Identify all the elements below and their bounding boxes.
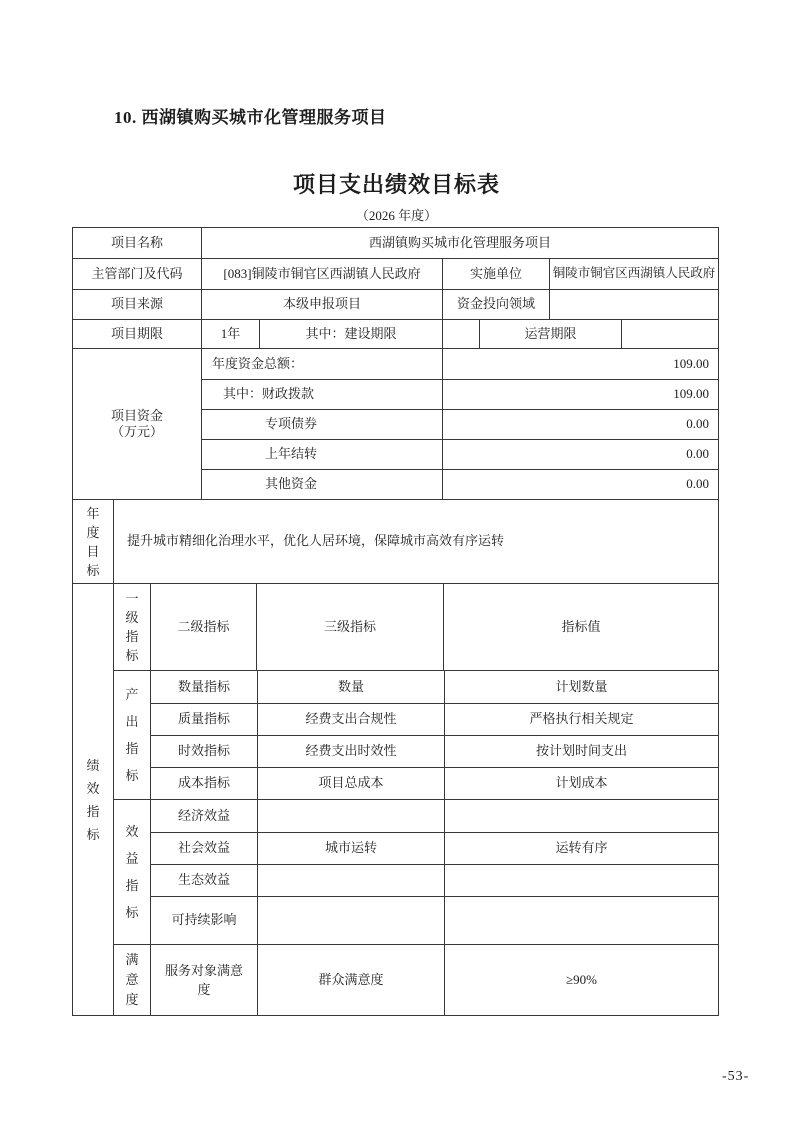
funds-other-value: 0.00 bbox=[442, 470, 718, 499]
page-title: 项目支出绩效目标表 bbox=[292, 172, 500, 197]
funds-rows bbox=[201, 349, 718, 499]
table-row bbox=[73, 319, 718, 348]
construction-period-label: 其中：建设期限 bbox=[259, 320, 442, 348]
impl-unit-label: 实施单位 bbox=[442, 259, 549, 289]
dept-label: 主管部门及代码 bbox=[91, 265, 183, 281]
benefit-group-label: 效益指标 bbox=[125, 824, 139, 920]
indicator-row bbox=[151, 864, 718, 896]
funds-row bbox=[202, 349, 718, 379]
indicator-l2: 社会效益 bbox=[177, 840, 230, 856]
value-header: 指标值 bbox=[443, 584, 718, 670]
table-row bbox=[73, 289, 718, 319]
performance-body bbox=[113, 584, 718, 1015]
indicator-row bbox=[151, 703, 718, 735]
indicator-l3: 经费支出合规性 bbox=[257, 704, 444, 735]
project-name-label: 项目名称 bbox=[110, 234, 163, 250]
annual-goal-section bbox=[73, 499, 718, 583]
page-subtitle: （2026 年度） bbox=[355, 208, 438, 223]
funds-row bbox=[202, 439, 718, 469]
funds-other-label: 其他资金 bbox=[265, 476, 318, 492]
funds-fiscal-value: 109.00 bbox=[442, 380, 718, 409]
performance-target-table bbox=[72, 227, 719, 1016]
indicator-value: 严格执行相关规定 bbox=[444, 704, 718, 735]
funds-bond-value: 0.00 bbox=[442, 410, 718, 439]
funds-row bbox=[202, 409, 718, 439]
level2-header: 二级指标 bbox=[150, 584, 256, 670]
indicator-l3 bbox=[257, 897, 444, 944]
indicator-l2: 成本指标 bbox=[177, 775, 230, 791]
funds-carryover-label: 上年结转 bbox=[265, 446, 318, 462]
funds-carryover-value: 0.00 bbox=[442, 440, 718, 469]
indicator-l2: 生态效益 bbox=[177, 872, 230, 888]
indicator-row bbox=[151, 832, 718, 864]
indicator-l3: 项目总成本 bbox=[257, 768, 444, 799]
funds-fiscal-label: 其中：财政拨款 bbox=[223, 386, 315, 402]
indicator-l3: 群众满意度 bbox=[257, 945, 444, 1015]
construction-period-value bbox=[442, 320, 479, 348]
section-heading: 10. 西湖镇购买城市化管理服务项目 bbox=[114, 108, 387, 127]
funds-label-line1: 项目资金 bbox=[110, 407, 163, 423]
indicator-value: 计划成本 bbox=[444, 768, 718, 799]
output-group-rows bbox=[150, 671, 718, 799]
period-label: 项目期限 bbox=[110, 325, 163, 341]
indicator-l2: 可持续影响 bbox=[171, 912, 237, 928]
fund-field-value bbox=[549, 290, 718, 319]
table-row bbox=[73, 228, 718, 258]
annual-goal-label: 年度目标 bbox=[86, 505, 100, 578]
funds-row bbox=[202, 379, 718, 409]
funds-total-value: 109.00 bbox=[442, 349, 718, 379]
funds-label bbox=[73, 349, 201, 499]
indicator-l3 bbox=[257, 800, 444, 832]
page-number: -53- bbox=[722, 1069, 750, 1084]
satisfaction-group-rows bbox=[150, 945, 718, 1015]
project-name-value: 西湖镇购买城市化管理服务项目 bbox=[201, 228, 718, 258]
indicator-row bbox=[151, 945, 718, 1015]
output-group-label: 产出指标 bbox=[125, 687, 139, 783]
indicator-value bbox=[444, 897, 718, 944]
table-row bbox=[73, 258, 718, 289]
funds-label-line2: （万元） bbox=[110, 424, 163, 439]
indicator-l3: 经费支出时效性 bbox=[257, 736, 444, 767]
indicator-value: ≥90% bbox=[444, 945, 718, 1015]
benefit-group-rows bbox=[150, 800, 718, 944]
period-value: 1年 bbox=[201, 320, 259, 348]
indicator-value: 计划数量 bbox=[444, 671, 718, 703]
indicator-l2: 服务对象满意度 bbox=[164, 962, 243, 997]
indicator-row bbox=[151, 767, 718, 799]
fund-field-label: 资金投向领域 bbox=[442, 290, 549, 319]
funds-total-label: 年度资金总额： bbox=[212, 355, 304, 371]
level1-header: 一级指标 bbox=[125, 591, 139, 663]
dept-value: [083]铜陵市铜官区西湖镇人民政府 bbox=[201, 259, 442, 289]
satisfaction-group bbox=[114, 944, 718, 1015]
annual-goal-text: 提升城市精细化治理水平，优化人居环境，保障城市高效有序运转 bbox=[113, 500, 718, 583]
indicator-row bbox=[151, 896, 718, 944]
level3-header: 三级指标 bbox=[256, 584, 443, 670]
performance-label: 绩效指标 bbox=[86, 757, 100, 842]
benefit-indicator-group bbox=[114, 799, 718, 944]
indicator-l2: 质量指标 bbox=[177, 711, 230, 727]
indicator-l3 bbox=[257, 865, 444, 896]
indicator-l2: 时效指标 bbox=[177, 743, 230, 759]
funds-row bbox=[202, 469, 718, 499]
indicator-row bbox=[151, 671, 718, 703]
indicator-value bbox=[444, 865, 718, 896]
indicator-row bbox=[151, 800, 718, 832]
impl-unit-value: 铜陵市铜官区西湖镇人民政府 bbox=[549, 259, 718, 289]
operation-period-value bbox=[621, 320, 718, 348]
indicator-l2: 数量指标 bbox=[177, 678, 230, 694]
source-value: 本级申报项目 bbox=[201, 290, 442, 319]
indicator-l3: 城市运转 bbox=[257, 833, 444, 864]
operation-period-label: 运营期限 bbox=[479, 320, 621, 348]
performance-section bbox=[73, 583, 718, 1015]
indicator-value bbox=[444, 800, 718, 832]
indicator-row bbox=[151, 735, 718, 767]
indicator-l2: 经济效益 bbox=[177, 807, 230, 823]
output-indicator-group bbox=[114, 670, 718, 799]
indicator-l3: 数量 bbox=[257, 671, 444, 703]
source-label: 项目来源 bbox=[110, 296, 163, 312]
funds-section bbox=[73, 348, 718, 499]
satisfaction-group-label: 满意度 bbox=[125, 952, 139, 1007]
indicator-value: 运转有序 bbox=[444, 833, 718, 864]
performance-header-row bbox=[114, 584, 718, 670]
indicator-value: 按计划时间支出 bbox=[444, 736, 718, 767]
funds-bond-label: 专项债券 bbox=[265, 416, 318, 432]
